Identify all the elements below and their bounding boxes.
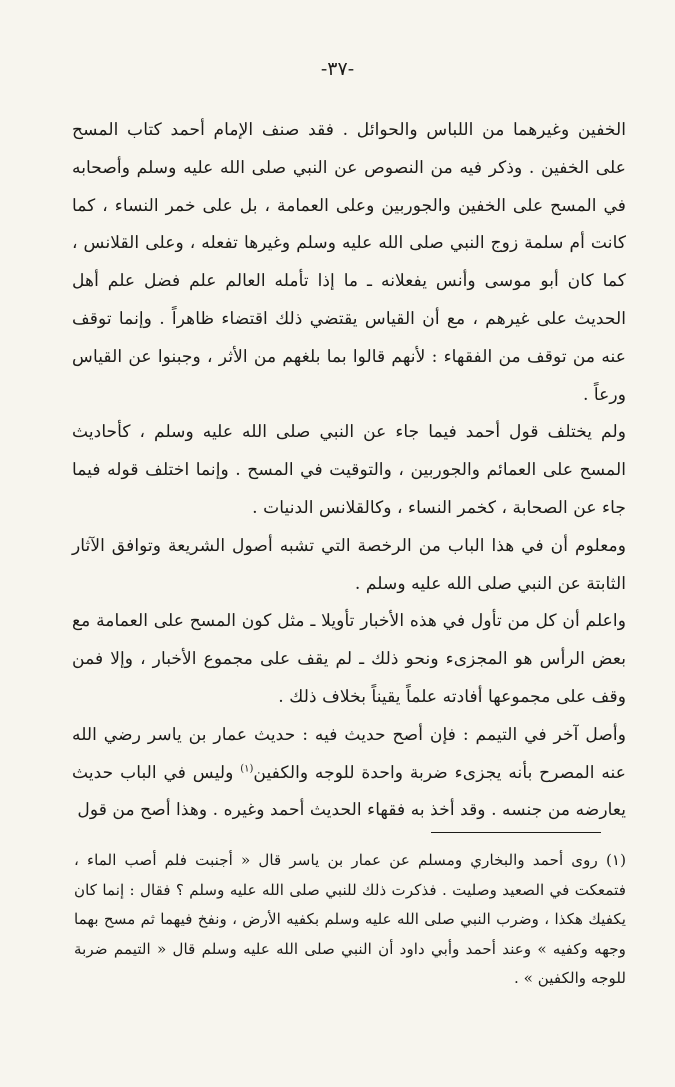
footnote-divider xyxy=(431,832,601,833)
footnote-1: (١) روى أحمد والبخاري ومسلم عن عمار بن ياسر قال « أجنبت فلم أصب الماء ، فتمعكت في الصعيد وصليت . فذكرت ذلك للنبي صلى الله عليه وسلم ؟ فقال : إنما كان يكفيك هكذا ، وضرب النبي صلى الله عليه وسلم بكفيه الأرض ، ونفخ فيهما ثم مسح بهما وجهه وكفيه » وعند أحمد وأبي داود أن النبي صلى الله عليه وسلم قال « التيمم ضربة للوجه والكفين » . xyxy=(74,851,626,987)
paragraph-4: واعلم أن كل من تأول في هذه الأخبار تأويلا ـ مثل كون المسح على العمامة مع بعض الرأس هو المجزىء ونحو ذلك ـ لم يقف على مجموع الأخبار ، وإلا فمن وقف على مجموعها أفادته علماً يقيناً بخلاف ذلك . xyxy=(72,611,626,707)
paragraph-5-text-end: وليس في الباب حديث يعارضه من جنسه . وقد أخذ به فقهاء الحديث أحمد وغيره . وهذا أصح من قول xyxy=(72,762,626,821)
paragraph-3: ومعلوم أن في هذا الباب من الرخصة التي تشبه أصول الشريعة وتوافق الآثار الثابتة عن النبي صلى الله عليه وسلم . xyxy=(72,535,626,594)
main-text xyxy=(72,112,626,830)
paragraph-5-text-start: وأصل آخر في التيمم : فإن أصح حديث فيه : حديث عمار بن ياسر رضي الله عنه المصرح بأنه يجزىء ضربة واحدة للوجه والكفين xyxy=(72,724,627,783)
paragraph-2: ولم يختلف قول أحمد فيما جاء عن النبي صلى الله عليه وسلم ، كأحاديث المسح على العمائم والجوربين ، والتوقيت في المسح . وإنما اختلف قوله فيما جاء عن الصحابة ، كخمر النساء ، وكالقلانس الدنيات . xyxy=(72,422,626,518)
footnotes xyxy=(74,846,626,994)
footnote-reference: (١) xyxy=(240,762,254,774)
paragraph-1: الخفين وغيرهما من اللباس والحوائل . فقد صنف الإمام أحمد كتاب المسح على الخفين . وذكر فيه من النصوص عن النبي صلى الله عليه وسلم وأصحابه في المسح على الخفين والجوربين وعلى العمامة ، بل على خمر النساء ، كما كانت أم سلمة زوج النبي صلى الله عليه وسلم وغيرها تفعله ، وعلى القلانس ، كما كان أبو موسى وأنس يفعلانه ـ ما إذا تأمله العالم علم فضل علم أهل الحديث على غيرهم ، مع أن القياس يقتضي ذلك اقتضاء ظاهراً . وإنما توقف عنه من توقف من الفقهاء : لأنهم قالوا بما بلغهم من الأثر ، وجبنوا عن القياس ورعاً . xyxy=(72,120,626,405)
paragraph-5 xyxy=(72,717,626,830)
page-number: -٣٧- xyxy=(320,58,355,80)
